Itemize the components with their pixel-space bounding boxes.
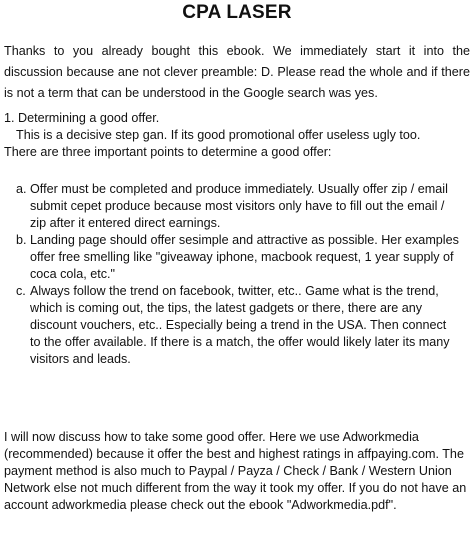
list-item-text: Landing page should offer sesimple and attractive as possible. Her examples offer free smelling like "giveaway iphone, macbook request, 1 year supply of coca cola, etc." xyxy=(30,233,459,281)
closing-paragraph: I will now discuss how to take some good offer. Here we use Adworkmedia (recommended) because it offer the best and highest ratings in affpaying.com. The payment method is also much to Paypal / Payza / Check / Bank / Western Union Network else not much different from the way it took my offer. If you do not have an account adworkmedia please check out the ebook "Adworkmedia.pdf". xyxy=(4,430,467,512)
offer-points-list xyxy=(0,181,460,368)
list-item-text: Always follow the trend on facebook, twitter, etc.. Game what is the trend, which is coming out, the tips, the latest gadgets or there, there are any discount vouchers, etc.. Especially being a trend in the USA. Then connect to the offer available. If there is a match, the offer would likely later its many visitors and leads. xyxy=(30,284,450,366)
list-item-text: Offer must be completed and produce immediately. Usually offer zip / email submit cepet produce because most visitors only have to fill out the email / zip after it entered direct earnings. xyxy=(30,182,448,230)
list-item xyxy=(0,181,460,232)
document-title: CPA LASER xyxy=(182,2,292,23)
intro-paragraph: Thanks to you already bought this ebook. We immediately start it into the discussion because ane not clever preamble: D. Please read the whole and if there is not a term that can be understood in the Google search was yes. xyxy=(4,44,470,100)
section-description: This is a decisive step gan. If its good promotional offer useless ugly too. xyxy=(16,128,421,142)
list-marker: a. xyxy=(16,182,27,196)
list-marker: c. xyxy=(16,284,26,298)
list-item xyxy=(0,283,460,368)
section-determining-offer xyxy=(4,110,470,161)
section-heading: 1. Determining a good offer. xyxy=(4,111,160,125)
section-points-intro: There are three important points to determine a good offer: xyxy=(4,145,332,159)
list-item xyxy=(0,232,460,283)
list-marker: b. xyxy=(16,233,27,247)
